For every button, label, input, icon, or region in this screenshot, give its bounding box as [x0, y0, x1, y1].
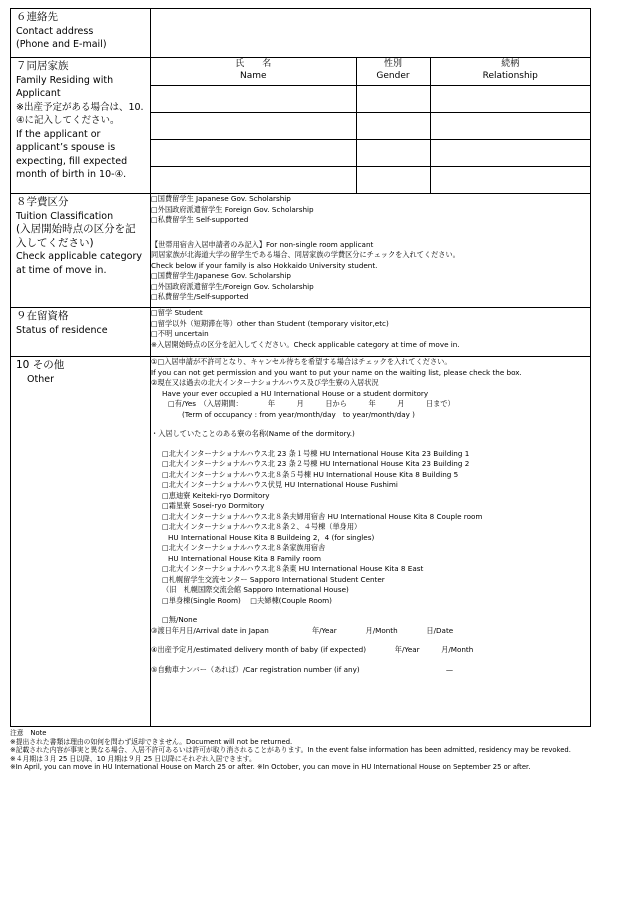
family-entry-row: [151, 140, 590, 167]
gender-field[interactable]: [356, 86, 430, 113]
family-entry-row: [151, 113, 590, 140]
relationship-field[interactable]: [430, 86, 590, 113]
residence-option-other[interactable]: □留学以外（短期滞在等）other than Student (temporary visitor,etc): [151, 318, 389, 328]
dorm-item[interactable]: □札幌留学生交流センター Sapporo International Student Center: [162, 574, 385, 584]
dorm-room-type[interactable]: □単身棟(Single Room) □夫婦棟(Couple Room): [162, 595, 332, 605]
note-item: ※４月期は３月 25 日以降、10 月期は９月 25 日以降にそれぞれ入居できます。: [10, 754, 256, 763]
dorm-item-sub: HU International House Kita 8 Buildeing 2，4 (for singles): [168, 532, 375, 542]
tuition-option-foreign[interactable]: □外国政府派遣留学生 Foreign Gov. Scholarship: [151, 204, 314, 214]
family-grid-cell: [151, 58, 591, 194]
dorm-item[interactable]: □北大インターナショナルハウス伏見 HU International House Fushimi: [162, 480, 398, 489]
dorm-item[interactable]: □北大インターナショナルハウス北８条夫婦用宿舎 HU International House Kita 8 Couple room: [162, 511, 483, 521]
name-field[interactable]: [151, 113, 356, 140]
non-single-note-jp: 同居家族が北海道大学の留学生である場合、同居家族の学費区分にチェックを入れてください。: [151, 250, 460, 259]
notes-title: 注意 Note: [10, 729, 47, 737]
dorm-item[interactable]: □北大インターナショナルハウス北８条東 HU International House Kita 8 East: [162, 564, 424, 573]
family-label: ７同居家族 Family Residing with Applicant ※出産予定がある場合は、10. ④に記入してください。 If the applicant or applicant’s spouse is expecting, fill expected month of birth in 10-④.: [11, 58, 151, 194]
contact-label: ６連絡先 Contact address (Phone and E-mail): [11, 9, 151, 58]
residence-option-uncertain[interactable]: □不明 uncertain: [151, 329, 209, 338]
tuition-option-gov[interactable]: □国費留学生 Japanese Gov. Scholarship: [151, 194, 291, 203]
tuition-row: [11, 194, 591, 308]
residence-note: ※入居開始時点の区分を記入してください。Check applicable category at time of move in.: [151, 339, 460, 349]
name-field[interactable]: [151, 140, 356, 167]
family-tuition-self[interactable]: □私費留学生/Self-supported: [151, 292, 249, 301]
other-label: 10 その他 Other: [11, 357, 151, 727]
family-header-row: [151, 58, 590, 86]
header-name: 氏 名 Name: [235, 59, 272, 81]
dorm-item[interactable]: □北大インターナショナルハウス北 23 条１号棟 HU International House Kita 23 Building 1: [162, 448, 470, 458]
waitlist-checkbox[interactable]: ①□入居申請が不許可となり、キャンセル待ちを希望する場合はチェックを入れてください。: [151, 357, 452, 366]
dorm-item[interactable]: □霜星寮 Sosei-ryo Dormitory: [162, 501, 265, 510]
car-registration-field[interactable]: ⑤自動車ナンバー（あれば）/Car registration number (if any) —: [151, 664, 454, 674]
gender-field[interactable]: [356, 167, 430, 194]
contact-row: [11, 9, 591, 58]
name-field[interactable]: [151, 86, 356, 113]
family-grid: [151, 58, 590, 193]
gender-field[interactable]: [356, 113, 430, 140]
contact-field[interactable]: [151, 9, 591, 58]
dorm-item-sub: HU International House Kita 8 Family room: [168, 553, 321, 563]
notes-section: [10, 729, 622, 772]
name-field[interactable]: [151, 167, 356, 194]
residence-label: ９在留資格 Status of residence: [11, 308, 151, 357]
family-entry-row: [151, 167, 590, 194]
arrival-date-field[interactable]: ③渡日年月日/Arrival date in Japan 年/Year 月/Month 日/Date: [151, 625, 454, 635]
dorm-item[interactable]: □北大インターナショナルハウス北８条２、４号棟（単身用）: [162, 522, 362, 531]
family-tuition-gov[interactable]: □国費留学生/Japanese Gov. Scholarship: [151, 271, 291, 280]
family-entry-row: [151, 86, 590, 113]
residence-row: [11, 308, 591, 357]
application-form-table: [10, 8, 591, 727]
tuition-label: ８学費区分 Tuition Classification (入居開始時点の区分を記 入してください) Check applicable category at time of move in.: [11, 194, 151, 308]
note-item: ※記載された内容が事実と異なる場合、入居不許可あるいは許可が取り消されることがあります。In the event false information has been admitted, residency may be revoked.: [10, 746, 571, 755]
dorm-item[interactable]: □北大インターナショナルハウス北 23 条２号棟 HU International House Kita 23 Building 2: [162, 459, 470, 468]
delivery-month-field[interactable]: ④出産予定月/estimated delivery month of baby (if expected) 年/Year 月/Month: [151, 645, 474, 654]
tuition-option-self[interactable]: □私費留学生 Self-supported: [151, 215, 249, 224]
gender-field[interactable]: [356, 140, 430, 167]
note-item: ※提出された書類は理由の如何を問わず返却できません。Document will not be returned.: [10, 737, 293, 746]
family-row: [11, 58, 591, 194]
dorm-item[interactable]: □北大インターナショナルハウス北８条５号棟 HU International House Kita 8 Building 5: [162, 469, 459, 479]
residence-option-student[interactable]: □留学 Student: [151, 308, 203, 317]
dorm-list-title: ・入居していたことのある寮の名称(Name of the dormitory.): [151, 429, 355, 438]
non-single-title: 【世帯用宿舎入居申請者のみ記入】For non-single room applicant: [151, 239, 374, 249]
dorm-item[interactable]: □恵迪寮 Keiteki-ryo Dormitory: [162, 490, 270, 500]
occupancy-none-checkbox[interactable]: □無/None: [162, 615, 198, 624]
non-single-note-en: Check below if your family is also Hokkaido University student.: [151, 260, 378, 270]
relationship-field[interactable]: [430, 167, 590, 194]
other-row: [11, 357, 591, 727]
dorm-item[interactable]: □北大インターナショナルハウス北８条家族用宿舎: [162, 543, 326, 552]
relationship-field[interactable]: [430, 140, 590, 167]
other-details: ①□入居申請が不許可となり、キャンセル待ちを希望する場合はチェックを入れてください。 If you can not get permission and you want to put your name on the waiting list, please check the box. ②現在又は過去の北大インターナショナルハウス及び学生寮の入居状況 Have your ever occupied a HU International House or a student dormitory □有/Yes （入居期間： 年 月 日から 年 月 日まで） (Term of occupancy : from year/month/day to year/month/day ) ・入居していたことのある寮の名称(Name of the dormitory.) □北大インターナショナルハウス北 23 条１号棟 HU International House Kita 23 Building 1 □北大インターナショナルハウス北 23 条２号棟 HU International House Kita 23 Building 2 □北大インターナショナルハウス北８条５号棟 HU International House Kita 8 Building 5 □北大インターナショナルハウス伏見 HU International House Fushimi □恵迪寮 Keiteki-ryo Dormitory □霜星寮 Sosei-ryo Dormitory □北大インターナショナルハウス北８条夫婦用宿舎 HU International House Kita 8 Couple room □北大インターナショナルハウス北８条２、４号棟（単身用） HU International House Kita 8 Buildeing 2，4 (for singles) □北大インターナショナルハウス北８条家族用宿舎 HU International House Kita 8 Family room □北大インターナショナルハウス北８条東 HU International House Kita 8 East □札幌留学生交流センター Sapporo International Student Center （旧 札幌国際交流会館 Sapporo International House) □単身棟(Single Room) □夫婦棟(Couple Room) □無/None ③渡日年月日/Arrival date in Japan 年/Year 月/Month 日/Date ④出産予定月/estimated delivery month of baby (if expected) 年/Year 月/Month ⑤自動車ナンバー（あれば）/Car registration number (if any) —: [151, 357, 591, 727]
family-tuition-foreign[interactable]: □外国政府派遣留学生/Foreign Gov. Scholarship: [151, 281, 314, 291]
header-gender: 性別 Gender: [356, 58, 430, 86]
header-relationship: 続柄 Relationship: [430, 58, 590, 86]
note-item: ※In April, you can move in HU International House on March 25 or after. ※In October, you can move in HU International House on September 25 or after.: [10, 763, 531, 772]
dorm-item-sub: （旧 札幌国際交流会館 Sapporo International House): [162, 585, 349, 594]
occupancy-yes-checkbox[interactable]: □有/Yes （入居期間： 年 月 日から 年 月 日まで）: [168, 399, 455, 408]
relationship-field[interactable]: [430, 113, 590, 140]
residence-options: [151, 308, 591, 357]
tuition-options: [151, 194, 591, 308]
